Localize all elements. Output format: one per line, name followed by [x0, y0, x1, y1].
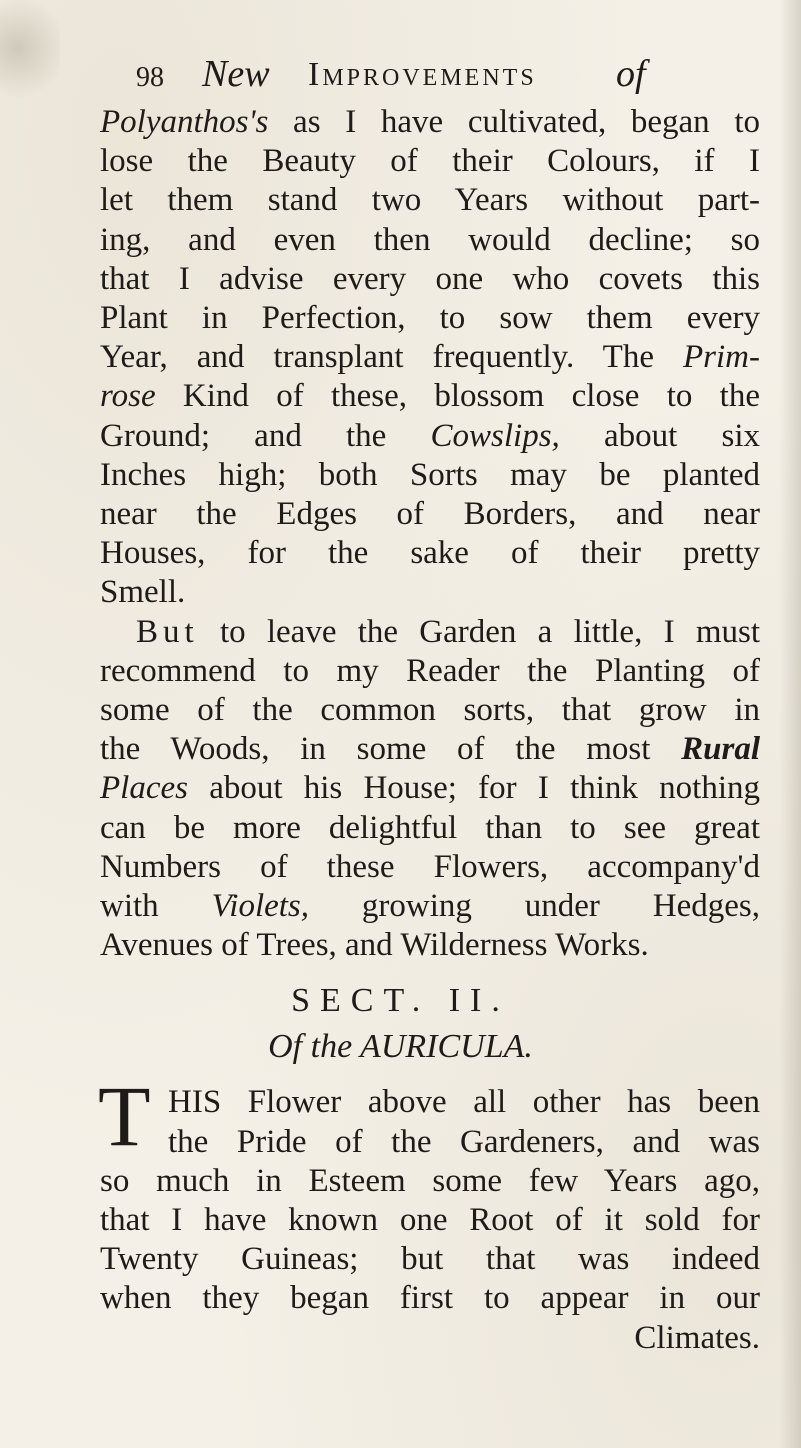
paper-stain: [0, 0, 60, 120]
text-line: the Pride of the Gardeners, and was: [168, 1123, 760, 1160]
drop-cap: T: [98, 1068, 151, 1165]
running-head-new: New: [202, 53, 270, 95]
text-line: Twenty Guineas; but that was indeed: [100, 1241, 760, 1278]
section-subheading: Of the AURICULA.: [268, 1028, 533, 1066]
text-line: Ground; and the Cowslips, about six: [100, 417, 761, 454]
text-line: ing, and even then would decline; so: [100, 221, 760, 258]
running-head-improvements: Improvements: [308, 56, 537, 93]
running-head: [136, 44, 696, 100]
text-line: near the Edges of Borders, and near: [100, 496, 760, 532]
text-line: Avenues of Trees, and Wilderness Works.: [100, 927, 649, 964]
text-line: But to leave the Garden a little, I must: [136, 613, 760, 650]
page-edge-shadow: [779, 0, 801, 1448]
text-line: recommend to my Reader the Planting of: [100, 652, 760, 689]
text-line: when they began first to appear in our: [100, 1280, 760, 1317]
text-line: that I advise every one who covets this: [100, 260, 760, 297]
text-line: can be more delightful than to see great: [100, 809, 760, 846]
text-line: Polyanthos's as I have cultivated, began to: [100, 104, 760, 140]
text-line: Houses, for the sake of their pretty: [100, 535, 760, 572]
text-line: Smell.: [100, 574, 186, 611]
text-line: Places about his House; for I think nothing: [100, 770, 760, 807]
text-line: Plant in Perfection, to sow them every: [100, 300, 760, 336]
running-head-of: of: [616, 53, 646, 95]
text-line: with Violets, growing under Hedges,: [100, 888, 761, 924]
text-line: rose Kind of these, blossom close to the: [100, 378, 760, 415]
text-line: lose the Beauty of their Colours, if I: [100, 143, 760, 180]
text-line: Year, and transplant frequently. The Prim-: [100, 339, 760, 376]
text-line: so much in Esteem some few Years ago,: [100, 1162, 760, 1199]
text-line: let them stand two Years without part-: [100, 182, 760, 219]
text-line: Inches high; both Sorts may be planted: [100, 456, 760, 493]
text-line: that I have known one Root of it sold for: [100, 1202, 760, 1238]
section-heading: SECT. II.: [291, 982, 510, 1020]
text-line: HIS Flower above all other has been: [168, 1084, 760, 1121]
page-number: 98: [136, 62, 164, 93]
text-line: the Woods, in some of the most Rural: [100, 731, 760, 768]
text-line: Numbers of these Flowers, accompany'd: [100, 848, 760, 885]
text-line: some of the common sorts, that grow in: [100, 692, 760, 728]
catchword: Climates.: [634, 1319, 760, 1356]
